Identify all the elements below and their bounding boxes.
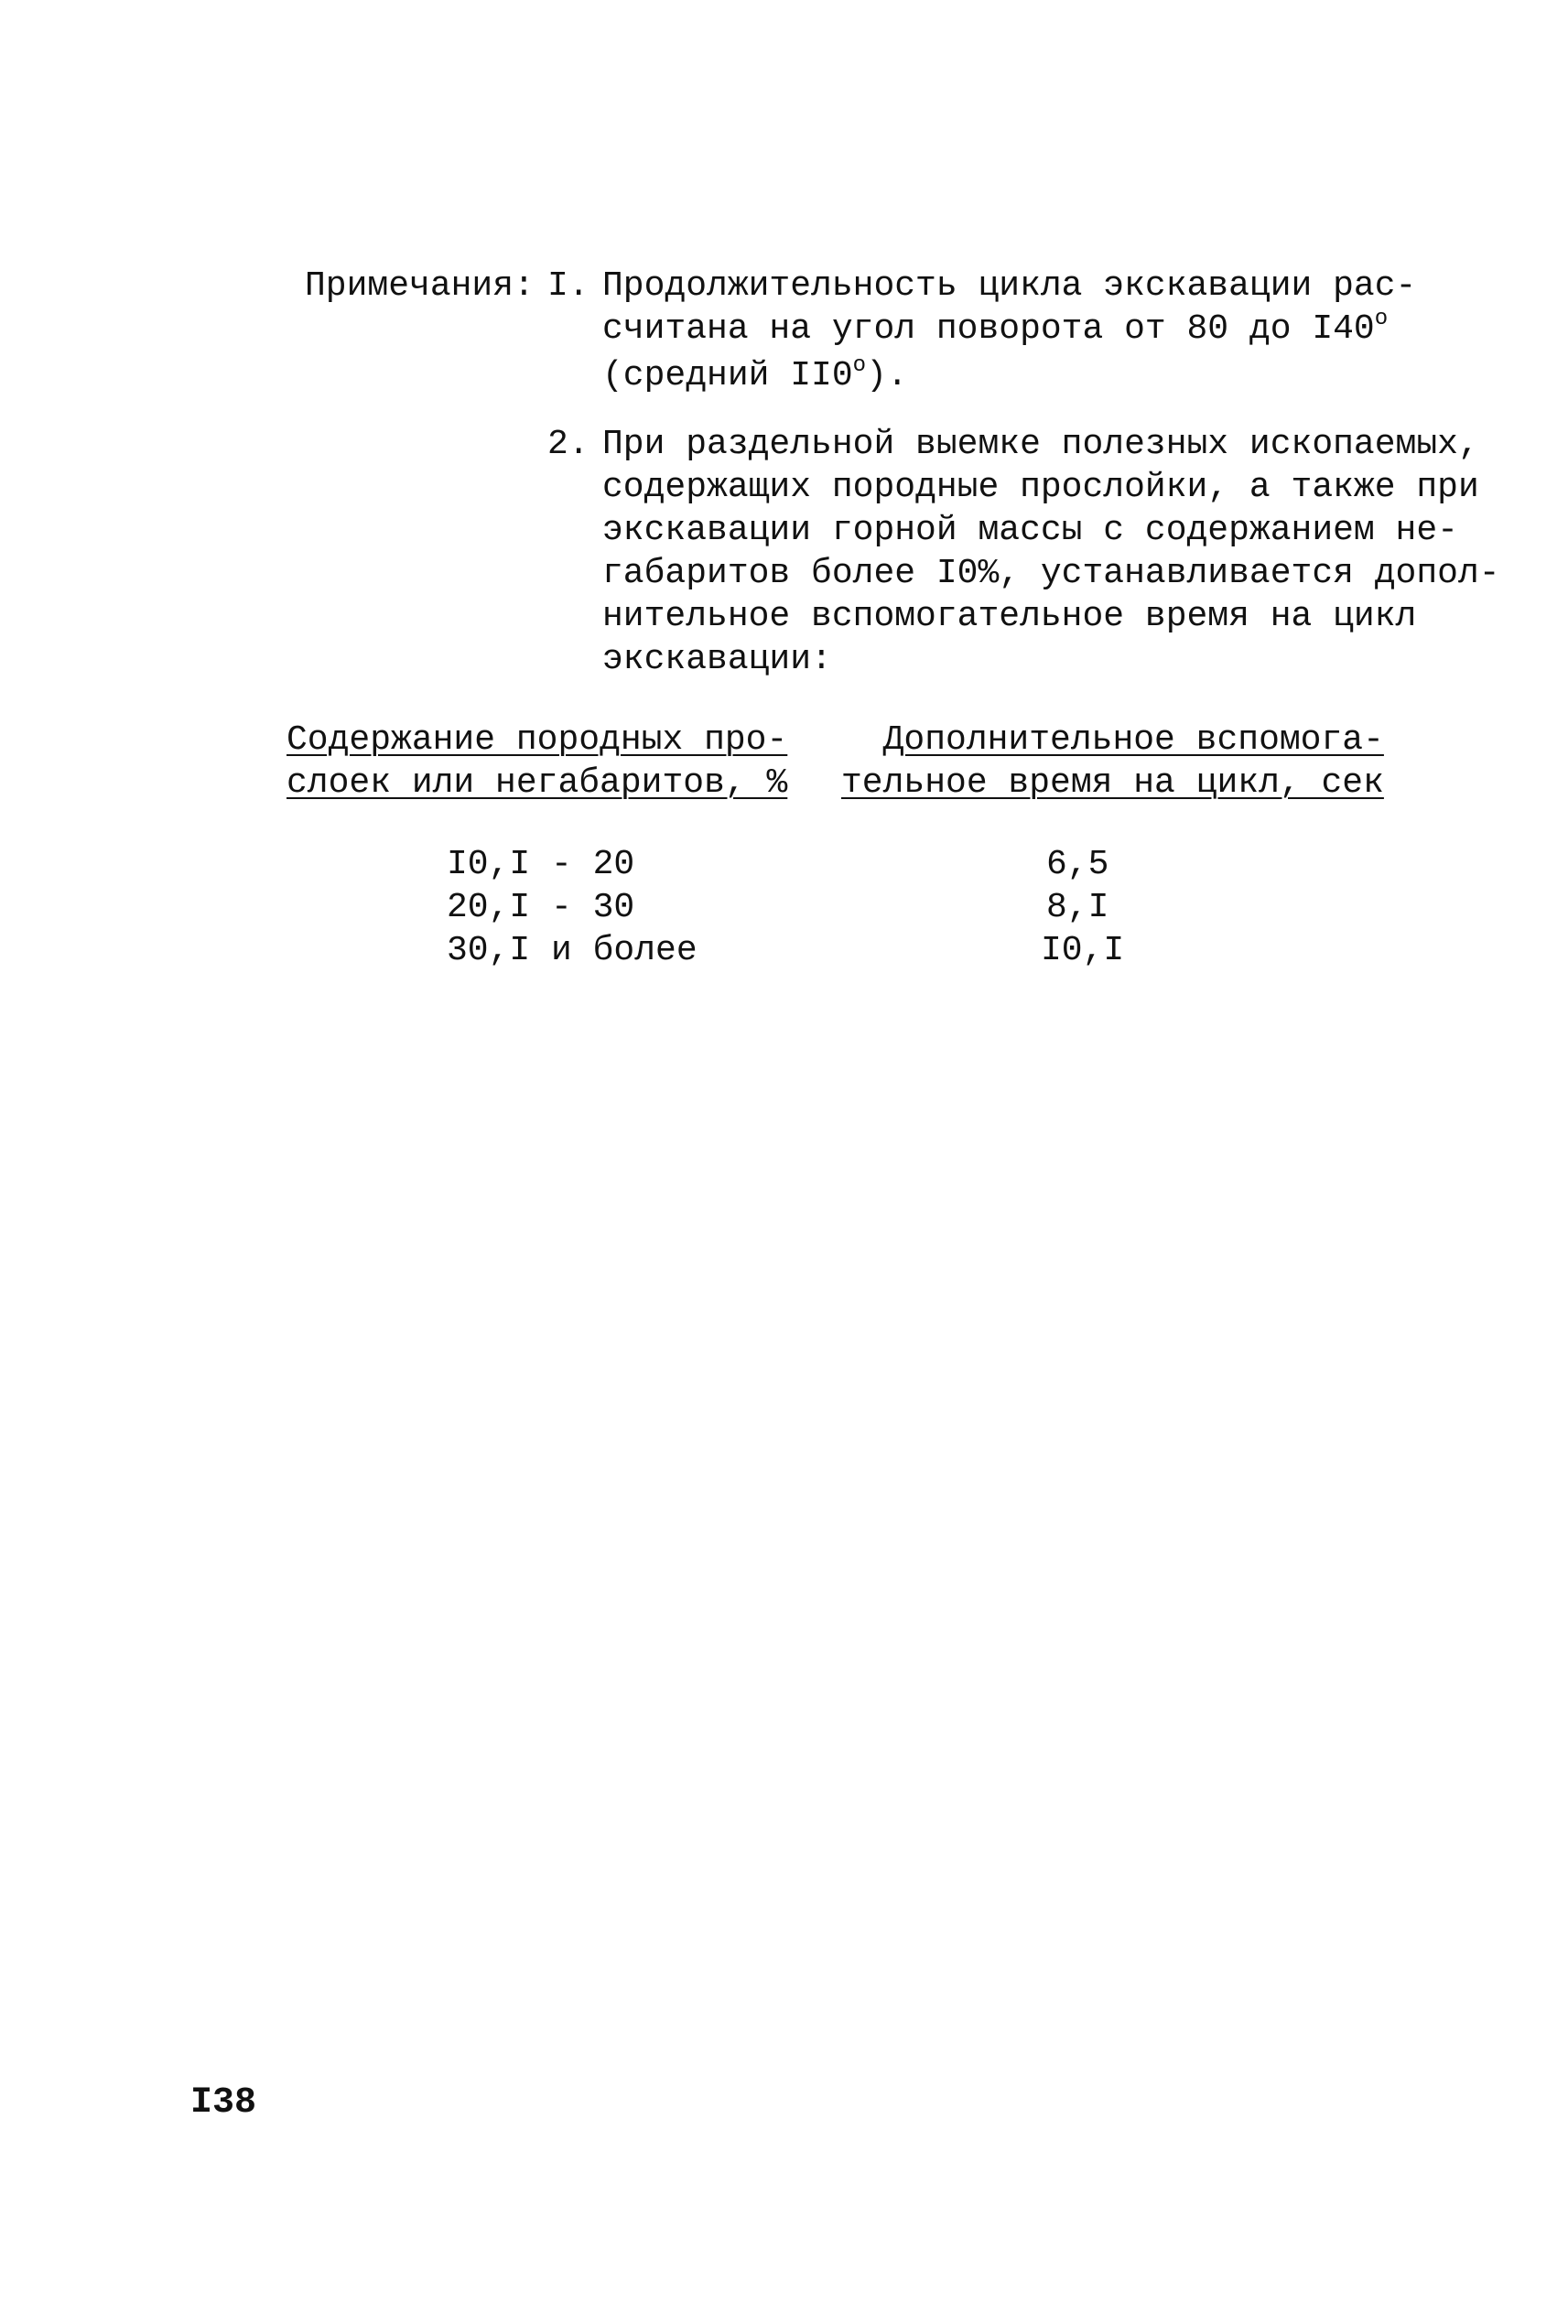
note-2-line-2: содержащих породные прослойки, а также при (602, 468, 1479, 507)
table-cell-row2-content: 20,I - 30 (447, 888, 635, 927)
page-number: I38 (190, 2082, 257, 2124)
note-1-line-1: Продолжительность цикла экскавации рас- (602, 266, 1417, 306)
table-cell-row2-time: 8,I (1046, 888, 1109, 927)
note-1-line-3: (средний $II0^о$). (602, 353, 908, 395)
table-cell-row3-content: 30,I и более (447, 931, 697, 970)
note-2-number: 2. (547, 425, 589, 464)
table-cell-row3-time: I0,I (1041, 931, 1125, 970)
table-cell-row1-content: I0,I - 20 (447, 845, 635, 884)
note-2-line-3: экскавации горной массы с содержанием не- (602, 511, 1458, 550)
table-header-time: Дополнительное вспомога- тельное время на цикл, сек (841, 720, 1384, 803)
note-1-number: I. (547, 266, 589, 306)
note-2-line-6: экскавации: (602, 640, 832, 679)
note-2-line-5: нительное вспомогательное время на цикл (602, 597, 1417, 636)
notes-label: Примечания: (305, 266, 535, 306)
table-cell-row1-time: 6,5 (1046, 845, 1109, 884)
note-2-line-4: габаритов более I0%, устанавливается допол- (602, 554, 1500, 593)
note-1-text (602, 265, 1416, 401)
note-2-line-1: При раздельной выемке полезных ископаемых, (602, 425, 1479, 464)
note-1-line-2: считана на угол поворота от 80 до $I40^о$ (602, 307, 1389, 349)
note-2-text (602, 423, 1500, 681)
table-header-content: Содержание породных про- слоек или негабаритов, % (287, 720, 788, 803)
